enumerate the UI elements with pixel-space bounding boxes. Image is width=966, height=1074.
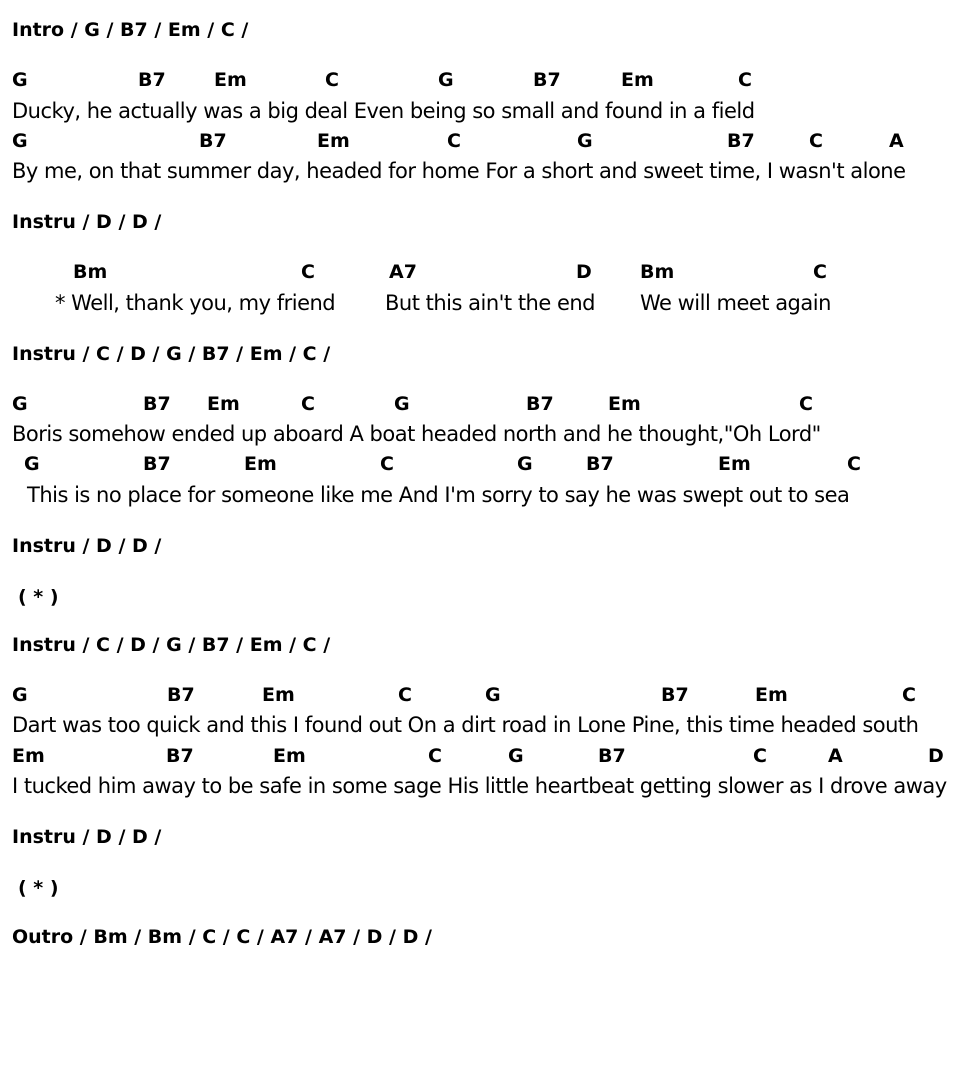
chord: C bbox=[380, 453, 394, 475]
chord: C bbox=[799, 393, 813, 415]
chord: G bbox=[24, 453, 40, 475]
chord: D bbox=[576, 261, 592, 283]
chord: G bbox=[12, 684, 28, 706]
instru-line: Instru / C / D / G / B7 / Em / C / bbox=[12, 634, 331, 656]
chord: Em bbox=[608, 393, 641, 415]
chord: Em bbox=[755, 684, 788, 706]
chord: B7 bbox=[167, 684, 195, 706]
lyric: We will meet again bbox=[640, 291, 831, 315]
chord: C bbox=[301, 393, 315, 415]
lyric: Ducky, he actually was a big deal Even being so small and found in a field bbox=[12, 99, 755, 123]
instru-line: Instru / D / D / bbox=[12, 826, 162, 848]
chord: C bbox=[738, 69, 752, 91]
chord: B7 bbox=[199, 130, 227, 152]
chord: B7 bbox=[166, 745, 194, 767]
instru-line: Instru / D / D / bbox=[12, 211, 162, 233]
chord: B7 bbox=[526, 393, 554, 415]
chord: G bbox=[577, 130, 593, 152]
chord: C bbox=[325, 69, 339, 91]
lyric: But this ain't the end bbox=[385, 291, 596, 315]
chord: Bm bbox=[640, 261, 675, 283]
chord: C bbox=[301, 261, 315, 283]
lyric: By me, on that summer day, headed for home For a short and sweet time, I wasn't alone bbox=[12, 159, 906, 183]
chord: Em bbox=[244, 453, 277, 475]
outro-line: Outro / Bm / Bm / C / C / A7 / A7 / D / D / bbox=[12, 926, 432, 948]
instru-line: Instru / C / D / G / B7 / Em / C / bbox=[12, 343, 331, 365]
chord: B7 bbox=[598, 745, 626, 767]
lyric: I tucked him away to be safe in some sage His little heartbeat getting slower as I drove away bbox=[12, 774, 947, 798]
chord: C bbox=[902, 684, 916, 706]
chord: A7 bbox=[389, 261, 417, 283]
chord: G bbox=[438, 69, 454, 91]
chord: Em bbox=[12, 745, 45, 767]
chord: B7 bbox=[533, 69, 561, 91]
chord: G bbox=[485, 684, 501, 706]
chorus-reference: ( * ) bbox=[18, 877, 59, 899]
lyric: Boris somehow ended up aboard A boat headed north and he thought,"Oh Lord" bbox=[12, 422, 821, 446]
chord: A bbox=[889, 130, 904, 152]
chord: Em bbox=[718, 453, 751, 475]
chord: B7 bbox=[143, 393, 171, 415]
chord: B7 bbox=[143, 453, 171, 475]
chord: C bbox=[813, 261, 827, 283]
chord: C bbox=[447, 130, 461, 152]
chord: Em bbox=[207, 393, 240, 415]
intro-line: Intro / G / B7 / Em / C / bbox=[12, 19, 249, 41]
chord: G bbox=[12, 130, 28, 152]
chord: Em bbox=[214, 69, 247, 91]
chord: G bbox=[12, 69, 28, 91]
chord: C bbox=[809, 130, 823, 152]
chord: G bbox=[508, 745, 524, 767]
chord: Em bbox=[262, 684, 295, 706]
chord: B7 bbox=[661, 684, 689, 706]
chord: B7 bbox=[586, 453, 614, 475]
chord: B7 bbox=[138, 69, 166, 91]
chord: C bbox=[753, 745, 767, 767]
chorus-reference: ( * ) bbox=[18, 586, 59, 608]
instru-line: Instru / D / D / bbox=[12, 535, 162, 557]
lyric: * Well, thank you, my friend bbox=[55, 291, 336, 315]
chord: A bbox=[828, 745, 843, 767]
chord: G bbox=[517, 453, 533, 475]
chord: D bbox=[928, 745, 944, 767]
chord: G bbox=[394, 393, 410, 415]
chord: C bbox=[428, 745, 442, 767]
chord: Bm bbox=[73, 261, 108, 283]
chord: C bbox=[847, 453, 861, 475]
lyric: This is no place for someone like me And I'm sorry to say he was swept out to sea bbox=[27, 483, 850, 507]
chord: B7 bbox=[727, 130, 755, 152]
chord: Em bbox=[621, 69, 654, 91]
chord: C bbox=[398, 684, 412, 706]
lyric: Dart was too quick and this I found out On a dirt road in Lone Pine, this time headed south bbox=[12, 713, 919, 737]
chord: Em bbox=[273, 745, 306, 767]
chord: G bbox=[12, 393, 28, 415]
chord: Em bbox=[317, 130, 350, 152]
